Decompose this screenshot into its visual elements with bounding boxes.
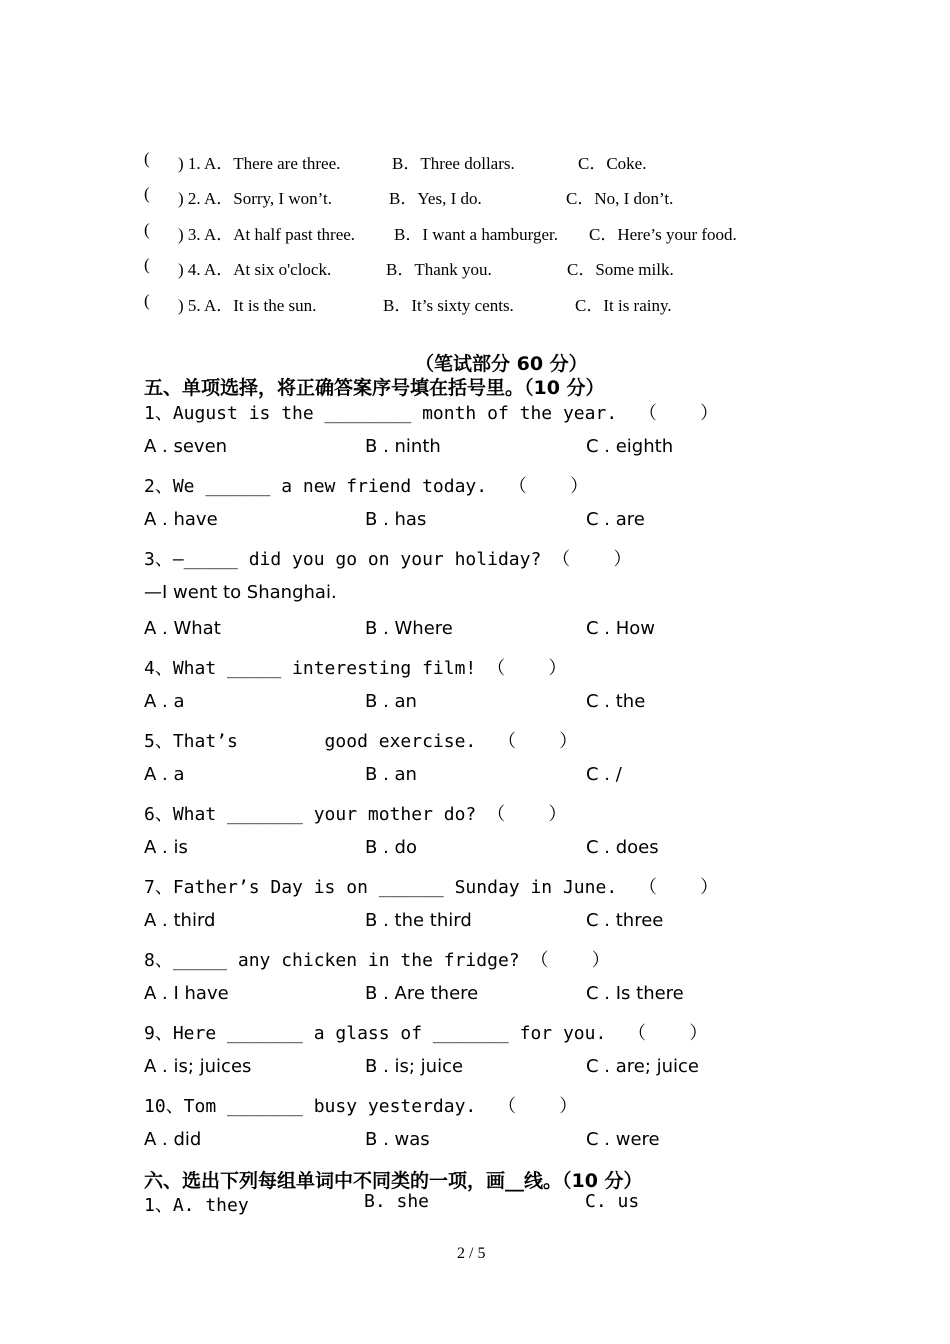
listening-option-b: B．Yes, I do. xyxy=(389,189,482,208)
option-b: B . is; juice xyxy=(365,1056,464,1077)
option-c: C . are; juice xyxy=(586,1056,700,1077)
option-b: B . Where xyxy=(365,618,453,639)
answer-paren[interactable]: ( xyxy=(144,149,150,168)
option-c: C . eighth xyxy=(586,436,674,457)
option-a: A . is xyxy=(144,837,188,858)
answer-paren[interactable]: ( xyxy=(144,255,150,274)
option-a: A . is; juices xyxy=(144,1056,252,1077)
option-c: C . Is there xyxy=(586,983,684,1004)
option-b: B . an xyxy=(365,691,417,712)
option-c: C . the xyxy=(586,691,646,712)
option-a: A . did xyxy=(144,1129,202,1150)
question-3-answer-line: —I went to Shanghai. xyxy=(144,582,337,603)
question-7: 7、Father’s Day is on ______ Sunday in June. （ ） xyxy=(144,877,719,898)
listening-option-c: C．Some milk. xyxy=(567,260,674,279)
option-c: C . three xyxy=(586,910,664,931)
option-c: C . / xyxy=(586,764,622,785)
listening-option-a: ) 4. A．At six o'clock. xyxy=(178,260,332,279)
question-10: 10、Tom _______ busy yesterday. （ ） xyxy=(144,1096,578,1117)
option-a: A . I have xyxy=(144,983,229,1004)
option-b: B . ninth xyxy=(365,436,441,457)
option-b: B . the third xyxy=(365,910,472,931)
question-4: 4、What _____ interesting film! （ ） xyxy=(144,658,567,679)
section-6-option-a: 1、A. they xyxy=(144,1195,249,1216)
option-b: B . do xyxy=(365,837,417,858)
listening-option-c: C．Coke. xyxy=(578,154,647,173)
option-a: A . third xyxy=(144,910,216,931)
section-5-heading: 五、单项选择，将正确答案序号填在括号里。（10 分） xyxy=(144,377,605,399)
listening-option-a: ) 1. A．There are three. xyxy=(178,154,341,173)
listening-option-b: B．I want a hamburger. xyxy=(394,225,558,244)
question-3: 3、—_____ did you go on your holiday? （ ） xyxy=(144,549,632,570)
answer-paren[interactable]: ( xyxy=(144,184,150,203)
question-2: 2、We ______ a new friend today. （ ） xyxy=(144,476,589,497)
option-b: B . was xyxy=(365,1129,430,1150)
listening-option-b: B．It’s sixty cents. xyxy=(383,296,514,315)
option-c: C . does xyxy=(586,837,659,858)
question-8: 8、_____ any chicken in the fridge? （ ） xyxy=(144,950,610,971)
page-number: 2 / 5 xyxy=(457,1245,486,1262)
option-a: A . seven xyxy=(144,436,228,457)
listening-option-b: B．Thank you. xyxy=(386,260,492,279)
question-6: 6、What _______ your mother do? （ ） xyxy=(144,804,567,825)
question-1: 1、August is the ________ month of the year. （ ） xyxy=(144,403,719,424)
option-a: A . a xyxy=(144,764,185,785)
option-a: A . a xyxy=(144,691,185,712)
section-6-option-c: C. us xyxy=(585,1191,640,1212)
option-b: B . has xyxy=(365,509,427,530)
question-9: 9、Here _______ a glass of _______ for you. （ ） xyxy=(144,1023,708,1044)
option-a: A . What xyxy=(144,618,221,639)
question-5: 5、That’s good exercise. （ ） xyxy=(144,731,578,752)
written-part-title: （笔试部分 60 分） xyxy=(415,353,588,375)
option-c: C . are xyxy=(586,509,645,530)
answer-paren[interactable]: ( xyxy=(144,291,150,310)
section-6-option-b: B. she xyxy=(364,1191,430,1212)
listening-option-c: C．It is rainy. xyxy=(575,296,672,315)
option-b: B . an xyxy=(365,764,417,785)
option-c: C . were xyxy=(586,1129,660,1150)
option-c: C . How xyxy=(586,618,656,639)
listening-option-c: C．Here’s your food. xyxy=(589,225,737,244)
listening-option-a: ) 5. A．It is the sun. xyxy=(178,296,317,315)
listening-option-a: ) 3. A．At half past three. xyxy=(178,225,356,244)
listening-option-b: B．Three dollars. xyxy=(392,154,515,173)
section-6-heading: 六、选出下列每组单词中不同类的一项，画__线。（10 分） xyxy=(144,1170,643,1192)
option-a: A . have xyxy=(144,509,218,530)
listening-option-c: C．No, I don’t. xyxy=(566,189,674,208)
listening-option-a: ) 2. A．Sorry, I won’t. xyxy=(178,189,332,208)
answer-paren[interactable]: ( xyxy=(144,220,150,239)
option-b: B . Are there xyxy=(365,983,479,1004)
